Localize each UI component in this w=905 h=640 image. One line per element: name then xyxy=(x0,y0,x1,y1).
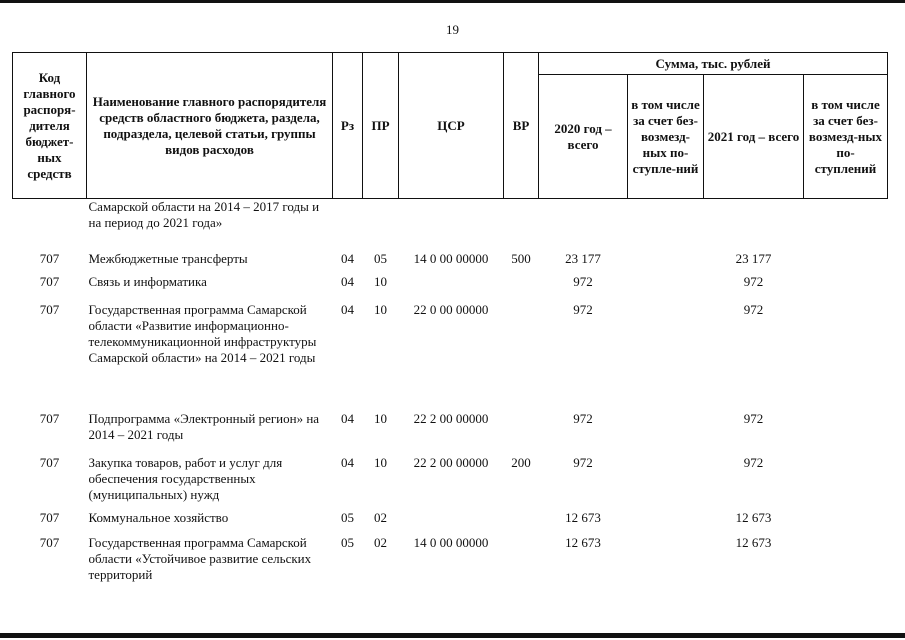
row-code xyxy=(13,199,87,251)
row-grants-2020 xyxy=(628,274,704,302)
row-sum-2020: 972 xyxy=(573,301,593,317)
row-grants-2020 xyxy=(628,535,704,587)
row-name: Самарской области на 2014 – 2017 годы и на период до 2021 года» xyxy=(88,199,320,230)
row-csr: 22 2 00 00000 xyxy=(413,410,489,426)
row-name: Государственная программа Самарской области «Устойчивое развитие сельских территорий xyxy=(88,534,312,582)
row-grants-2020 xyxy=(628,411,704,455)
row-sum-2020: 12 673 xyxy=(565,509,601,525)
row-vr: 500 xyxy=(511,250,531,266)
row-grants-2020 xyxy=(628,455,704,510)
header-code: Код главного распоря-дителя бюджет-ных средств xyxy=(13,53,87,199)
bottom-rule xyxy=(0,633,905,638)
row-grants-2021 xyxy=(804,302,888,411)
row-pr: 02 xyxy=(374,534,387,550)
row-rz: 04 xyxy=(341,454,354,470)
row-code: 707 xyxy=(39,509,60,525)
row-vr: 200 xyxy=(511,454,531,470)
row-csr xyxy=(399,274,504,302)
budget-table xyxy=(12,52,888,587)
row-csr xyxy=(399,510,504,535)
row-code: 707 xyxy=(39,301,60,317)
row-grants-2021 xyxy=(804,455,888,510)
row-pr: 10 xyxy=(374,410,387,426)
row-sum-2021: 972 xyxy=(743,410,764,426)
page-number: 19 xyxy=(446,22,459,37)
row-code: 707 xyxy=(39,534,60,550)
row-sum-2020: 23 177 xyxy=(565,250,601,266)
row-name: Связь и информатика xyxy=(88,273,207,289)
header-vr: ВР xyxy=(504,53,539,199)
row-name: Подпрограмма «Электронный регион» на 2014 – 2021 годы xyxy=(88,410,320,442)
header-csr: ЦСР xyxy=(399,53,504,199)
row-csr: 22 0 00 00000 xyxy=(413,301,489,317)
row-rz: 04 xyxy=(341,250,354,266)
row-sum-2021 xyxy=(704,199,804,251)
row-sum-2021: 972 xyxy=(743,273,764,289)
row-sum-2021: 12 673 xyxy=(735,509,772,525)
row-pr: 05 xyxy=(374,250,387,266)
row-vr xyxy=(504,510,539,535)
row-rz: 04 xyxy=(341,410,354,426)
row-sum-2020: 972 xyxy=(573,273,593,289)
header-rz: Рз xyxy=(333,53,363,199)
row-rz xyxy=(333,199,363,251)
row-sum-2021: 23 177 xyxy=(735,250,772,266)
row-vr xyxy=(504,199,539,251)
row-pr: 10 xyxy=(374,454,387,470)
row-sum-2021: 12 673 xyxy=(735,534,772,550)
row-sum-2021: 972 xyxy=(743,454,764,470)
row-grants-2021 xyxy=(804,274,888,302)
row-vr xyxy=(504,535,539,587)
row-grants-2020 xyxy=(628,199,704,251)
row-csr: 14 0 00 00000 xyxy=(413,250,489,266)
header-sum-group: Сумма, тыс. рублей xyxy=(539,53,888,75)
row-name: Межбюджетные трансферты xyxy=(88,250,248,266)
row-code: 707 xyxy=(39,410,60,426)
row-sum-2020: 972 xyxy=(573,410,593,426)
header-name: Наименование главного распорядителя средств областного бюджета, раздела, подраздела, целевой статьи, группы видов расходов xyxy=(87,53,333,199)
row-sum-2021: 972 xyxy=(743,301,764,317)
row-code: 707 xyxy=(39,454,60,470)
row-pr xyxy=(363,199,399,251)
row-csr: 14 0 00 00000 xyxy=(413,534,489,550)
row-pr: 10 xyxy=(374,301,387,317)
row-rz: 04 xyxy=(341,273,354,289)
row-grants-2020 xyxy=(628,302,704,411)
row-vr xyxy=(504,302,539,411)
row-grants-2021 xyxy=(804,510,888,535)
row-code: 707 xyxy=(39,273,60,289)
row-csr xyxy=(399,199,504,251)
header-pr: ПР xyxy=(363,53,399,199)
row-sum-2020: 12 673 xyxy=(565,534,601,550)
row-name: Государственная программа Самарской области «Развитие информационно-телекоммуникационной инфраструктуры Самарской области» на 2014 – 2021 годы xyxy=(88,301,317,365)
row-rz: 04 xyxy=(341,301,354,317)
header-2020-grants: в том числе за счет без-возмезд-ных по-ступле-ний xyxy=(628,75,704,199)
row-grants-2021 xyxy=(804,535,888,587)
header-2021-grants: в том числе за счет без-возмезд-ных по-ступлений xyxy=(804,75,888,199)
row-csr: 22 2 00 00000 xyxy=(413,454,489,470)
row-code: 707 xyxy=(39,250,60,266)
header-2021-total: 2021 год – всего xyxy=(704,75,804,199)
top-rule xyxy=(0,0,905,3)
row-vr xyxy=(504,274,539,302)
row-name: Закупка товаров, работ и услуг для обеспечения государственных (муниципальных) нужд xyxy=(88,454,283,502)
row-grants-2021 xyxy=(804,411,888,455)
row-rz: 05 xyxy=(341,534,354,550)
row-pr: 02 xyxy=(374,509,387,525)
row-grants-2020 xyxy=(628,251,704,274)
row-sum-2020: 972 xyxy=(573,454,593,470)
row-grants-2020 xyxy=(628,510,704,535)
row-name: Коммунальное хозяйство xyxy=(88,509,229,525)
row-vr xyxy=(504,411,539,455)
header-2020-total: 2020 год – всего xyxy=(539,75,628,199)
row-pr: 10 xyxy=(374,273,387,289)
row-rz: 05 xyxy=(341,509,354,525)
row-sum-2020 xyxy=(539,199,628,251)
row-grants-2021 xyxy=(804,251,888,274)
row-grants-2021 xyxy=(804,199,888,251)
